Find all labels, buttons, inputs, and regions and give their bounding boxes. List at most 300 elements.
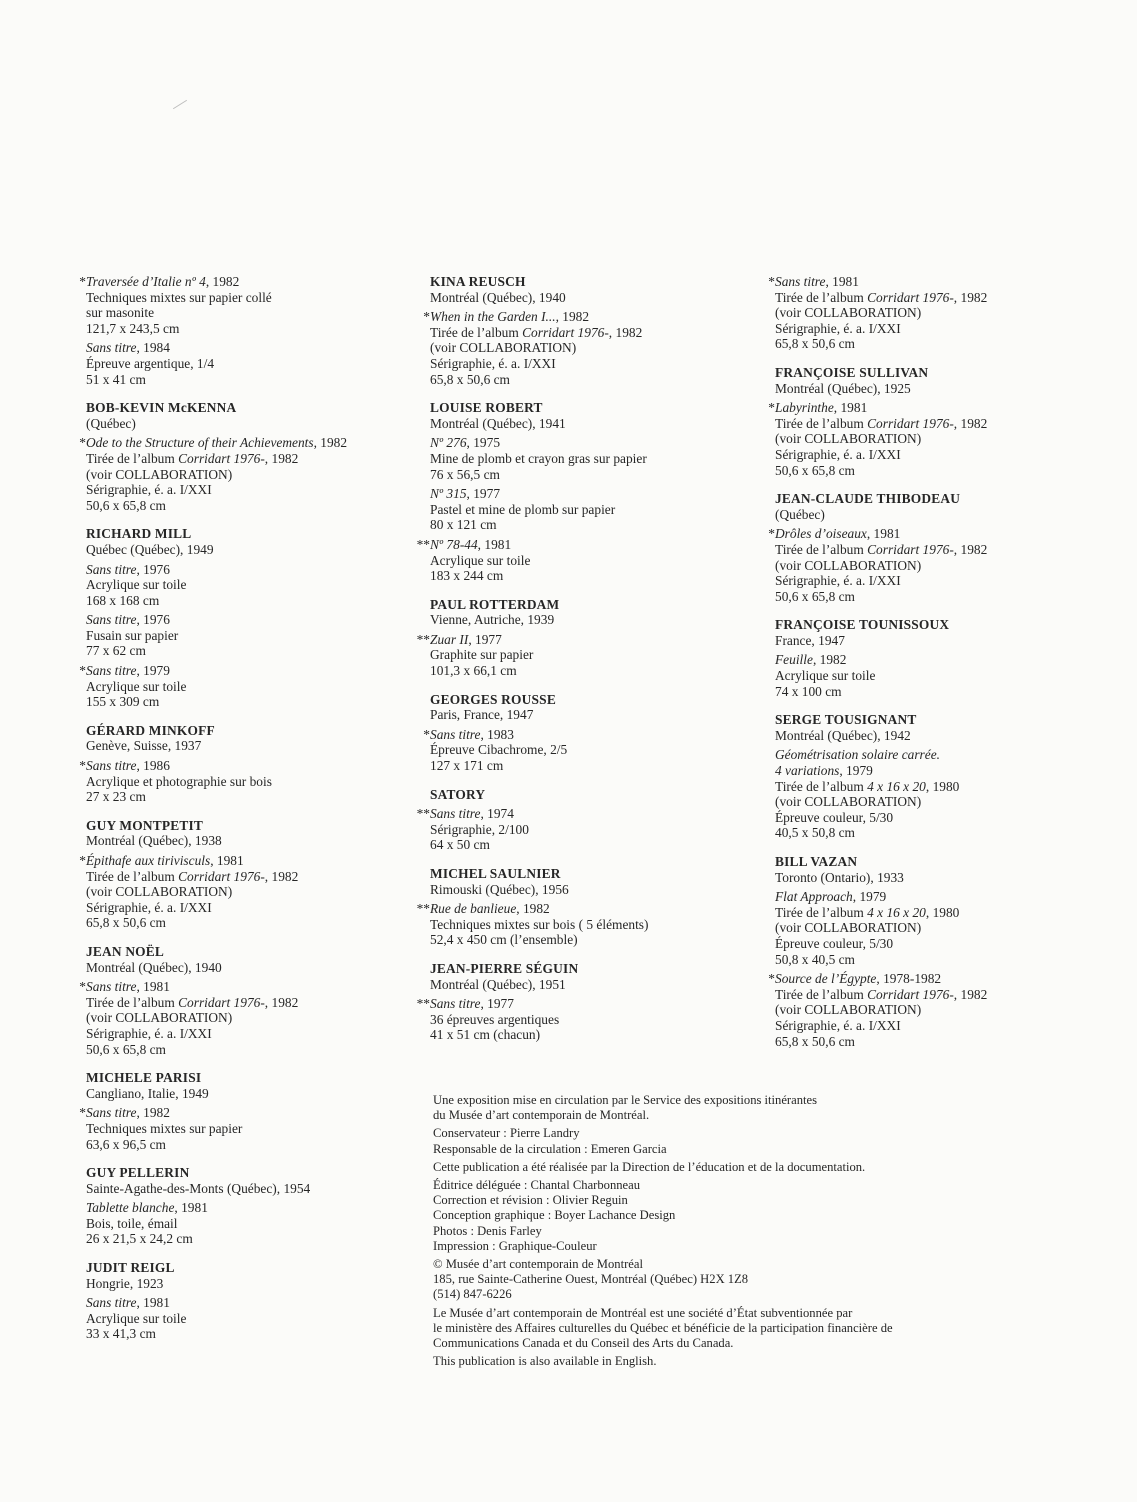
- artist-name: SATORY: [430, 786, 486, 802]
- exhibited-mark: *: [79, 853, 86, 868]
- artwork-title-line: [86, 562, 386, 578]
- artwork-title: Sans titre: [86, 340, 137, 356]
- artwork-title: Nº 78-44: [430, 536, 478, 552]
- artwork-detail: (voir COLLABORATION): [86, 1010, 233, 1026]
- artwork-entry: [775, 747, 1075, 841]
- artwork-title-line: [430, 727, 750, 743]
- exhibited-mark: **: [416, 901, 430, 917]
- exhibited-mark: **: [416, 631, 430, 647]
- artwork-detail: Fusain sur papier: [86, 627, 179, 643]
- artwork-date: , 1982: [313, 435, 348, 451]
- artwork-detail: 33 x 41,3 cm: [86, 1326, 156, 1342]
- artwork-date: , 1976: [136, 561, 170, 577]
- artwork-detail: Mine de plomb et crayon gras sur papier: [430, 450, 647, 466]
- exhibited-mark: *: [79, 1105, 86, 1121]
- artwork-detail: Tirée de l’album Corridart 1976-, 1982: [775, 415, 988, 431]
- exhibited-mark: *: [79, 758, 86, 774]
- artwork-detail: 50,8 x 40,5 cm: [775, 951, 855, 967]
- artwork-title: Flat Approach: [775, 889, 853, 905]
- exhibited-mark: **: [416, 806, 430, 822]
- artist-origin: Montréal (Québec), 1938: [86, 833, 222, 849]
- artwork-detail: 168 x 168 cm: [86, 592, 160, 608]
- artwork-date: , 1983: [480, 726, 514, 742]
- artist-origin: Paris, France, 1947: [430, 707, 534, 723]
- italic-title: Corridart 1976-: [867, 541, 954, 557]
- artwork-entry: [86, 1200, 386, 1247]
- artwork-title-line: [86, 612, 386, 628]
- artwork-title: Labyrinthe: [775, 400, 834, 416]
- artwork-entry: [79, 758, 386, 805]
- artwork-entry: [79, 274, 386, 336]
- credits-paragraph: [433, 1354, 993, 1369]
- exhibited-mark: *: [768, 274, 775, 289]
- artist-entry: [416, 596, 750, 679]
- artwork-title-line: [775, 400, 1075, 416]
- artist-entry: [416, 400, 750, 584]
- artist-name: GUY PELLERIN: [86, 1165, 190, 1181]
- italic-title: Corridart 1976-: [178, 994, 265, 1010]
- credits-line: Correction et révision : Olivier Reguin: [433, 1193, 628, 1208]
- artwork-date: , 1981: [136, 1295, 170, 1311]
- artist-origin: Montréal (Québec), 1925: [775, 380, 911, 396]
- artwork-entry: [423, 309, 750, 387]
- catalogue-column-3: [768, 274, 1075, 1062]
- artwork-date: , 1979: [852, 889, 887, 905]
- artwork-detail: Tirée de l’album Corridart 1976-, 1982: [86, 868, 299, 884]
- artist-origin: Vienne, Autriche, 1939: [430, 612, 555, 628]
- artwork-detail: 50,6 x 65,8 cm: [86, 497, 166, 513]
- artist-origin: (Québec): [775, 506, 825, 522]
- artwork-entry: [416, 631, 750, 679]
- artist-entry: [79, 722, 386, 805]
- artwork-detail: Sérigraphie, 2/100: [430, 821, 529, 837]
- artist-origin: Montréal (Québec), 1940: [430, 289, 566, 305]
- artwork-detail: 40,5 x 50,8 cm: [775, 825, 855, 841]
- artwork-title-line: [86, 663, 386, 679]
- artwork-entry: [416, 996, 750, 1043]
- credits-line: Responsable de la circulation : Emeren Garcia: [433, 1141, 667, 1156]
- artwork-detail: Épreuve Cibachrome, 2/5: [430, 742, 568, 758]
- artwork-detail: (voir COLLABORATION): [775, 1002, 922, 1018]
- artwork-date: , 1977: [466, 486, 501, 502]
- credits-paragraph: [433, 1257, 993, 1303]
- exhibited-mark: *: [79, 979, 86, 995]
- artwork-entry: [86, 340, 386, 387]
- artwork-detail: Sérigraphie, é. a. I/XXI: [775, 1017, 901, 1033]
- artist-origin: Montréal (Québec), 1941: [430, 415, 566, 431]
- artwork-entry: [416, 536, 750, 584]
- artwork-detail: Techniques mixtes sur papier collé: [86, 289, 272, 305]
- artwork-detail: Acrylique sur toile: [86, 577, 187, 593]
- credits-paragraph: [433, 1160, 993, 1175]
- artwork-detail: Épreuve argentique, 1/4: [86, 355, 215, 371]
- artwork-title: Sans titre: [430, 996, 481, 1012]
- italic-title: Corridart 1976-: [178, 868, 265, 884]
- artwork-detail: 121,7 x 243,5 cm: [86, 320, 180, 336]
- artwork-date: , 1975: [466, 435, 501, 451]
- artwork-detail: 51 x 41 cm: [86, 371, 146, 387]
- artwork-entry: [416, 901, 750, 948]
- artwork-detail: 74 x 100 cm: [775, 683, 842, 699]
- artwork-entry: [775, 652, 1075, 699]
- artwork-detail: Tirée de l’album Corridart 1976-, 1982: [775, 986, 988, 1002]
- credits-line: du Musée d’art contemporain de Montréal.: [433, 1108, 650, 1123]
- artwork-detail: Épreuve couleur, 5/30: [775, 809, 894, 825]
- artwork-detail: 127 x 171 cm: [430, 758, 504, 774]
- artist-name: SERGE TOUSIGNANT: [775, 712, 917, 728]
- artwork-date: , 1982: [812, 652, 847, 668]
- artwork-date: , 1978-1982: [876, 971, 942, 987]
- artist-entry: [79, 400, 386, 513]
- artwork-title: Sans titre: [86, 1295, 137, 1311]
- artwork-title-line: [775, 274, 1075, 290]
- artist-name: LOUISE ROBERT: [430, 400, 543, 416]
- artwork-title-line: [775, 747, 1075, 763]
- artwork-entry: [423, 726, 750, 774]
- artist-name: JEAN NOËL: [86, 943, 165, 959]
- artwork-title-line: [86, 340, 386, 356]
- credits-line: Communications Canada et du Conseil des Arts du Canada.: [433, 1336, 734, 1351]
- artwork-date: , 1984: [136, 340, 170, 356]
- italic-title: Corridart 1976-: [867, 415, 954, 431]
- artist-origin: Montréal (Québec), 1940: [86, 959, 222, 975]
- credits-line: (514) 847-6226: [433, 1287, 512, 1302]
- artist-name: GUY MONTPETIT: [86, 817, 204, 833]
- exhibited-mark: *: [768, 526, 775, 542]
- artwork-date: , 1986: [136, 758, 170, 774]
- artwork-date: , 1976: [136, 612, 170, 628]
- artwork-detail: (voir COLLABORATION): [775, 305, 922, 321]
- artwork-title-line: [86, 1200, 386, 1216]
- artwork-title-line: [430, 537, 750, 553]
- artwork-date: , 1982: [555, 309, 590, 325]
- artwork-detail: Sérigraphie, é. a. I/XXI: [430, 355, 556, 371]
- artist-name: JUDIT REIGL: [86, 1260, 175, 1276]
- stray-pencil-mark: [173, 100, 187, 109]
- artwork-title-line: [430, 309, 750, 325]
- artist-entry: [416, 866, 750, 948]
- artwork-entry: [86, 1295, 386, 1342]
- artwork-title: Sans titre: [430, 806, 481, 822]
- artist-name: KINA REUSCH: [430, 274, 526, 289]
- credits-line: Une exposition mise en circulation par le Service des expositions itinérantes: [433, 1093, 818, 1107]
- artwork-title: Source de l’Égypte: [775, 971, 877, 987]
- artwork-detail: 50,6 x 65,8 cm: [775, 588, 855, 604]
- artwork-title: Épithafe aux tirivisculs: [86, 853, 211, 868]
- artwork-detail: Acrylique sur toile: [86, 678, 187, 694]
- artwork-detail: 183 x 244 cm: [430, 568, 504, 584]
- artist-origin: France, 1947: [775, 632, 845, 648]
- artist-entry: [775, 617, 1075, 699]
- artwork-date: , 1981: [825, 274, 859, 289]
- artwork-detail: 80 x 121 cm: [430, 517, 497, 533]
- artwork-title: Nº 276: [430, 435, 467, 451]
- artwork-date: , 1982: [136, 1105, 170, 1121]
- artist-name: PAUL ROTTERDAM: [430, 596, 560, 612]
- artwork-detail: 101,3 x 66,1 cm: [430, 663, 517, 679]
- exhibited-mark: *: [79, 663, 86, 679]
- artwork-detail: 41 x 51 cm (chacun): [430, 1027, 541, 1043]
- artwork-title-line: [430, 435, 750, 451]
- artist-entry: [423, 274, 750, 387]
- artist-entry: [79, 943, 386, 1057]
- artwork-detail: Bois, toile, émail: [86, 1215, 178, 1231]
- artwork-title-line: [86, 435, 386, 451]
- artwork-entry: [86, 612, 386, 659]
- artwork-date: , 1981: [477, 536, 512, 552]
- artwork-detail: Tirée de l’album 4 x 16 x 20, 1980: [775, 778, 960, 794]
- artwork-title-line: [86, 979, 386, 995]
- artwork-title-line: [86, 853, 386, 869]
- artwork-detail: 76 x 56,5 cm: [430, 466, 500, 482]
- artwork-date: , 1977: [480, 996, 514, 1012]
- exhibited-mark: *: [79, 435, 86, 451]
- artwork-detail: 155 x 309 cm: [86, 694, 160, 710]
- exhibited-mark: *: [423, 309, 430, 325]
- artwork-detail: Acrylique et photographie sur bois: [86, 773, 272, 789]
- artwork-title: Traversée d’Italie nº 4: [86, 274, 206, 289]
- artwork-date: , 1982: [516, 901, 550, 917]
- artist-entry: [79, 817, 386, 931]
- artwork-title-line: [430, 901, 750, 917]
- artist-name: JEAN-PIERRE SÉGUIN: [430, 960, 579, 976]
- artwork-detail: 63,6 x 96,5 cm: [86, 1136, 166, 1152]
- artwork-title: Sans titre: [86, 561, 137, 577]
- artwork-detail: (voir COLLABORATION): [775, 431, 922, 447]
- artist-name: GÉRARD MINKOFF: [86, 722, 215, 738]
- artwork-title-line: [86, 758, 386, 774]
- artwork-date: , 1981: [174, 1200, 208, 1216]
- artwork-title-line: [775, 971, 1075, 987]
- artist-entry: [768, 854, 1075, 1049]
- artwork-title: Drôles d’oiseaux: [775, 526, 867, 542]
- artist-origin: Toronto (Ontario), 1933: [775, 869, 904, 885]
- artwork-detail: 64 x 50 cm: [430, 837, 490, 853]
- artwork-detail: (voir COLLABORATION): [430, 340, 577, 356]
- artist-name: MICHEL SAULNIER: [430, 866, 561, 881]
- artwork-entry: [775, 889, 1075, 967]
- artwork-title: Sans titre: [86, 612, 137, 628]
- artist-name: MICHELE PARISI: [86, 1070, 202, 1086]
- artwork-title-line: [775, 889, 1075, 905]
- artwork-detail: 65,8 x 50,6 cm: [86, 915, 166, 931]
- artwork-title: Nº 315: [430, 486, 467, 502]
- publication-credits: [433, 1093, 993, 1372]
- artist-entry: [768, 364, 1075, 478]
- exhibited-mark: *: [79, 274, 86, 289]
- artwork-detail: Tirée de l’album Corridart 1976-, 1982: [86, 994, 299, 1010]
- credits-line: © Musée d’art contemporain de Montréal: [433, 1257, 643, 1272]
- artwork-detail: 52,4 x 450 cm (l’ensemble): [430, 932, 578, 948]
- artwork-entry: [430, 435, 750, 482]
- artist-entry: [416, 786, 750, 853]
- artwork-title: Sans titre: [86, 1105, 137, 1121]
- artist-origin: Sainte-Agathe-des-Monts (Québec), 1954: [86, 1180, 311, 1196]
- artist-entry: [79, 526, 386, 710]
- exhibited-mark: *: [768, 400, 775, 416]
- credits-line: Photos : Denis Farley: [433, 1223, 542, 1238]
- artwork-detail: 65,8 x 50,6 cm: [775, 336, 855, 352]
- artist-origin: (Québec): [86, 415, 136, 431]
- artwork-date: , 1979: [136, 663, 170, 679]
- exhibited-mark: **: [416, 996, 430, 1012]
- artwork-title: Ode to the Structure of their Achievements: [86, 435, 314, 451]
- artist-name: BOB-KEVIN McKENNA: [86, 400, 237, 416]
- artwork-detail: 50,6 x 65,8 cm: [775, 462, 855, 478]
- artwork-detail: 50,6 x 65,8 cm: [86, 1041, 166, 1057]
- artist-entry: [768, 491, 1075, 604]
- artwork-title: Zuar II: [430, 631, 469, 647]
- artist-name: RICHARD MILL: [86, 526, 192, 542]
- artwork-title-line: [430, 996, 750, 1012]
- artwork-date: , 1981: [210, 853, 244, 868]
- credits-paragraph: [433, 1126, 993, 1156]
- artwork-detail: (voir COLLABORATION): [86, 466, 233, 482]
- artist-name: FRANÇOISE SULLIVAN: [775, 364, 929, 380]
- artwork-date: , 1981: [866, 526, 901, 542]
- artwork-entry: [79, 1105, 386, 1152]
- credits-paragraph: [433, 1306, 993, 1352]
- artwork-detail: 36 épreuves argentiques: [430, 1011, 560, 1027]
- artwork-detail: Sérigraphie, é. a. I/XXI: [775, 573, 901, 589]
- catalogue-column-1: [79, 274, 386, 1355]
- italic-title: 4 x 16 x 20: [867, 778, 926, 794]
- artist-name: BILL VAZAN: [775, 854, 858, 869]
- artwork-date: , 1981: [136, 979, 170, 995]
- credits-paragraph: [433, 1093, 993, 1123]
- artwork-detail: Techniques mixtes sur bois ( 5 éléments): [430, 916, 649, 932]
- artwork-title-line: [430, 806, 750, 822]
- artwork-entry: [79, 435, 386, 513]
- artist-entry: [79, 1070, 386, 1152]
- artwork-detail: Sérigraphie, é. a. I/XXI: [86, 1025, 212, 1041]
- artist-entry: [79, 274, 386, 387]
- artwork-detail: 77 x 62 cm: [86, 643, 146, 659]
- artwork-entry: [416, 806, 750, 853]
- artist-entry: [768, 274, 1075, 352]
- artwork-date: , 1977: [468, 631, 502, 647]
- artwork-entry: [768, 971, 1075, 1049]
- artwork-date: , 1982: [205, 274, 240, 289]
- exhibited-mark: *: [423, 726, 430, 742]
- artist-name: GEORGES ROUSSE: [430, 691, 556, 707]
- artwork-detail: 27 x 23 cm: [86, 789, 146, 805]
- credits-paragraph: [433, 1178, 993, 1254]
- artwork-entry: [768, 274, 1075, 352]
- credits-line: Éditrice déléguée : Chantal Charbonneau: [433, 1178, 641, 1193]
- artwork-entry: [79, 853, 386, 931]
- exhibited-mark: *: [768, 971, 775, 987]
- artwork-detail: (voir COLLABORATION): [775, 557, 922, 573]
- artwork-detail: Tirée de l’album Corridart 1976-, 1982: [775, 541, 988, 557]
- italic-title: 4 x 16 x 20: [867, 904, 926, 920]
- artwork-title: Sans titre: [86, 663, 137, 679]
- artist-origin: Montréal (Québec), 1942: [775, 727, 911, 743]
- credits-line: 185, rue Sainte-Catherine Ouest, Montréal (Québec) H2X 1Z8: [433, 1272, 749, 1287]
- credits-line: This publication is also available in English.: [433, 1354, 657, 1369]
- artwork-title-line: [775, 652, 1075, 668]
- artwork-detail: Techniques mixtes sur papier: [86, 1120, 243, 1136]
- artwork-title-line: [86, 1105, 386, 1121]
- artwork-entry: [768, 400, 1075, 478]
- artwork-title: Sans titre: [86, 758, 137, 774]
- artwork-title: When in the Garden I...: [430, 309, 556, 325]
- artwork-detail: 4 variations, 1979: [775, 763, 873, 779]
- italic-title: Corridart 1976-: [522, 324, 609, 340]
- artwork-entry: [79, 979, 386, 1057]
- artwork-date: , 1981: [833, 400, 868, 416]
- artwork-detail: (voir COLLABORATION): [775, 794, 922, 810]
- artwork-detail: Sérigraphie, é. a. I/XXI: [86, 899, 212, 915]
- exhibited-mark: **: [416, 536, 430, 552]
- italic-title: Corridart 1976-: [178, 450, 265, 466]
- artwork-detail: Épreuve couleur, 5/30: [775, 935, 894, 951]
- artist-origin: Montréal (Québec), 1951: [430, 976, 566, 992]
- artist-origin: Cangliano, Italie, 1949: [86, 1085, 209, 1101]
- credits-line: Impression : Graphique-Couleur: [433, 1238, 597, 1253]
- artist-entry: [416, 960, 750, 1043]
- artwork-detail: Tirée de l’album 4 x 16 x 20, 1980: [775, 904, 960, 920]
- artwork-entry: [79, 663, 386, 710]
- artist-origin: Genève, Suisse, 1937: [86, 738, 202, 754]
- artwork-detail: 65,8 x 50,6 cm: [775, 1033, 855, 1049]
- artwork-title-line: [430, 486, 750, 502]
- artwork-detail: Acrylique sur toile: [775, 668, 876, 684]
- artist-entry: [86, 1165, 386, 1247]
- artwork-title-line: [430, 632, 750, 648]
- artist-origin: Hongrie, 1923: [86, 1275, 164, 1291]
- credits-line: Le Musée d’art contemporain de Montréal est une société d’État subventionnée par: [433, 1305, 853, 1320]
- artwork-title: Rue de banlieue: [430, 901, 517, 917]
- artist-origin: Rimouski (Québec), 1956: [430, 881, 569, 897]
- artwork-detail: sur masonite: [86, 305, 155, 321]
- artwork-detail: Graphite sur papier: [430, 647, 534, 663]
- artwork-date: , 1974: [480, 806, 514, 822]
- credits-line: Conception graphique : Boyer Lachance Design: [433, 1208, 676, 1223]
- artist-name: FRANÇOISE TOUNISSOUX: [775, 617, 950, 633]
- artwork-detail: Sérigraphie, é. a. I/XXI: [775, 320, 901, 336]
- artwork-detail: Sérigraphie, é. a. I/XXI: [775, 446, 901, 462]
- credits-line: le ministère des Affaires culturelles du Québec et bénéficie de la participation financière de: [433, 1320, 893, 1335]
- artwork-entry: [430, 486, 750, 533]
- artwork-detail: (voir COLLABORATION): [775, 920, 922, 936]
- artwork-title: Sans titre: [430, 726, 481, 742]
- italic-title: Corridart 1976-: [867, 289, 954, 305]
- artwork-title: Géométrisation solaire carrée.: [775, 747, 941, 763]
- artwork-title-line: [86, 1295, 386, 1311]
- artwork-detail: 65,8 x 50,6 cm: [430, 371, 510, 387]
- credits-line: Cette publication a été réalisée par la Direction de l’éducation et de la documentation.: [433, 1159, 866, 1174]
- artwork-entry: [768, 526, 1075, 604]
- artwork-detail: Tirée de l’album Corridart 1976-, 1982: [775, 289, 988, 305]
- artist-name: JEAN-CLAUDE THIBODEAU: [775, 491, 961, 507]
- artwork-detail: 26 x 21,5 x 24,2 cm: [86, 1231, 193, 1247]
- artwork-detail: Sérigraphie, é. a. I/XXI: [86, 482, 212, 498]
- artwork-title: Sans titre: [775, 274, 826, 289]
- italic-title: 4 variations: [775, 763, 840, 779]
- artwork-title-line: [86, 274, 386, 290]
- artist-entry: [86, 1260, 386, 1342]
- artwork-detail: (voir COLLABORATION): [86, 884, 233, 900]
- artist-entry: [423, 691, 750, 774]
- artwork-detail: Tirée de l’album Corridart 1976-, 1982: [86, 450, 299, 466]
- artwork-detail: Pastel et mine de plomb sur papier: [430, 501, 616, 517]
- artwork-title-line: [775, 526, 1075, 542]
- artwork-title: Sans titre: [86, 979, 137, 995]
- catalogue-column-2: [416, 274, 750, 1056]
- artwork-detail: Acrylique sur toile: [430, 552, 531, 568]
- artwork-title: Feuille: [775, 652, 813, 668]
